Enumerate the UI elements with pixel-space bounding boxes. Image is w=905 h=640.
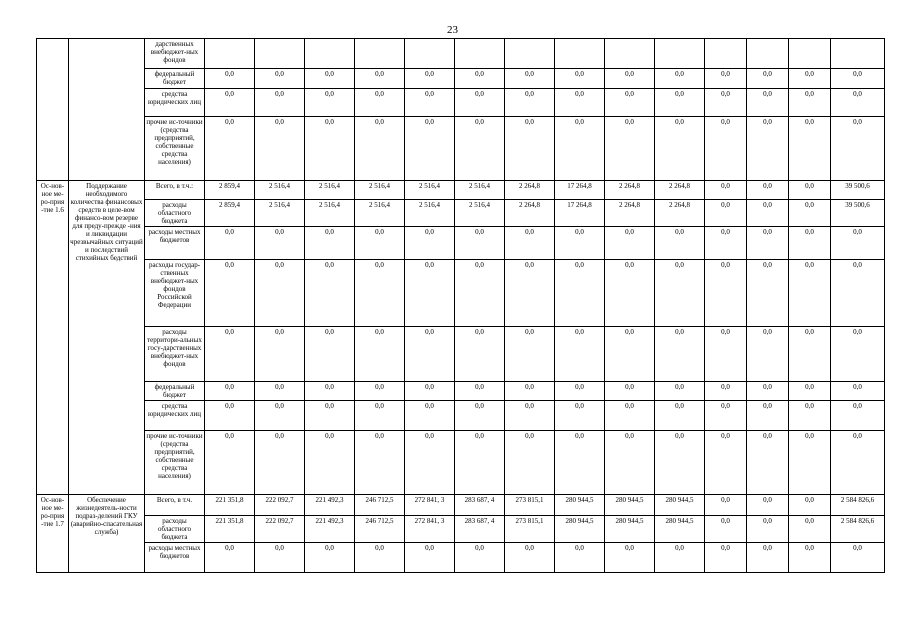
value-cell: 0,0 [205, 401, 255, 431]
value-cell: 0,0 [655, 401, 705, 431]
table-row [37, 431, 885, 495]
value-cell [747, 39, 789, 69]
funding-source-cell: прочие ис-точники (средства предприятий, собственные средства населения) [145, 117, 205, 181]
value-cell: 222 092,7 [255, 495, 305, 516]
value-cell: 0,0 [455, 543, 505, 573]
value-cell: 0,0 [605, 117, 655, 181]
value-cell: 0,0 [789, 543, 831, 573]
value-cell: 0,0 [789, 200, 831, 227]
value-cell: 283 687, 4 [455, 516, 505, 543]
value-cell: 0,0 [789, 181, 831, 200]
value-cell: 0,0 [605, 382, 655, 401]
value-cell: 0,0 [705, 117, 747, 181]
value-cell [455, 39, 505, 69]
value-cell: 0,0 [355, 327, 405, 382]
value-cell: 2 516,4 [305, 181, 355, 200]
value-cell: 0,0 [355, 401, 405, 431]
value-cell: 221 351,8 [205, 495, 255, 516]
value-cell: 283 687, 4 [455, 495, 505, 516]
value-cell: 0,0 [555, 227, 605, 260]
value-cell: 0,0 [455, 327, 505, 382]
funding-source-cell: прочие ис-точники (средства предприятий, собственные средства населения) [145, 431, 205, 495]
value-cell: 0,0 [747, 260, 789, 327]
value-cell: 272 841, 3 [405, 516, 455, 543]
value-cell: 0,0 [205, 260, 255, 327]
value-cell: 0,0 [831, 260, 885, 327]
value-cell: 0,0 [831, 117, 885, 181]
value-cell: 0,0 [355, 227, 405, 260]
value-cell: 2 516,4 [455, 181, 505, 200]
value-cell: 0,0 [355, 543, 405, 573]
table-row [37, 39, 885, 69]
value-cell: 0,0 [305, 69, 355, 89]
value-cell: 0,0 [355, 89, 405, 117]
value-cell: 0,0 [705, 495, 747, 516]
value-cell: 2 584 826,6 [831, 516, 885, 543]
table-row [37, 260, 885, 327]
table-row [37, 200, 885, 227]
value-cell: 0,0 [747, 516, 789, 543]
value-cell: 0,0 [505, 227, 555, 260]
value-cell: 0,0 [705, 401, 747, 431]
value-cell: 2 516,4 [255, 200, 305, 227]
value-cell: 2 859,4 [205, 181, 255, 200]
value-cell [305, 39, 355, 69]
table-row [37, 227, 885, 260]
value-cell: 2 516,4 [455, 200, 505, 227]
value-cell: 0,0 [705, 181, 747, 200]
value-cell: 0,0 [505, 431, 555, 495]
funding-source-cell: расходы государ-ственных внебюджет-ных фондов Российской Федерации [145, 260, 205, 327]
value-cell: 0,0 [405, 260, 455, 327]
value-cell: 2 264,8 [605, 181, 655, 200]
value-cell: 0,0 [747, 117, 789, 181]
value-cell: 0,0 [405, 401, 455, 431]
value-cell: 0,0 [405, 69, 455, 89]
value-cell: 0,0 [255, 260, 305, 327]
value-cell: 0,0 [705, 431, 747, 495]
value-cell: 2 516,4 [355, 200, 405, 227]
value-cell: 280 944,5 [605, 516, 655, 543]
value-cell: 2 859,4 [205, 200, 255, 227]
funding-source-cell: федеральный бюджет [145, 382, 205, 401]
value-cell: 0,0 [205, 89, 255, 117]
funding-source-cell: расходы территори-альных госу-дарственных внебюджет-ных фондов [145, 327, 205, 382]
activity-name-cell: Поддержание необходимого количества финансовых средств в целе-вом финансо-вом резерве для преду-прежде -ния и ликвидации чрезвычайных ситуаций и последствий стихийных бедствий [69, 181, 145, 495]
value-cell: 280 944,5 [555, 495, 605, 516]
funding-source-cell: Всего, в т.ч.: [145, 181, 205, 200]
value-cell [655, 39, 705, 69]
table-row [37, 89, 885, 117]
value-cell [605, 39, 655, 69]
value-cell: 0,0 [789, 431, 831, 495]
value-cell: 0,0 [705, 89, 747, 117]
value-cell: 0,0 [655, 431, 705, 495]
value-cell: 273 815,1 [505, 516, 555, 543]
funding-source-cell: дарственных внебюджет-ных фондов [145, 39, 205, 69]
value-cell: 2 264,8 [505, 200, 555, 227]
value-cell: 0,0 [655, 89, 705, 117]
value-cell: 0,0 [205, 117, 255, 181]
activity-name-cell [69, 39, 145, 181]
value-cell: 0,0 [655, 543, 705, 573]
value-cell: 2 516,4 [405, 200, 455, 227]
value-cell: 0,0 [355, 431, 405, 495]
value-cell: 0,0 [255, 543, 305, 573]
value-cell: 0,0 [705, 327, 747, 382]
value-cell [355, 39, 405, 69]
value-cell: 0,0 [705, 543, 747, 573]
value-cell: 0,0 [705, 200, 747, 227]
value-cell: 0,0 [305, 543, 355, 573]
value-cell: 221 351,8 [205, 516, 255, 543]
value-cell: 0,0 [555, 401, 605, 431]
activity-code-cell: Ос-нов-ное ме-ро-прия -тие 1.7 [37, 495, 69, 573]
value-cell: 0,0 [655, 69, 705, 89]
value-cell: 0,0 [747, 89, 789, 117]
value-cell: 0,0 [305, 260, 355, 327]
value-cell: 0,0 [605, 431, 655, 495]
value-cell: 0,0 [655, 117, 705, 181]
value-cell: 0,0 [205, 69, 255, 89]
value-cell: 272 841, 3 [405, 495, 455, 516]
value-cell: 0,0 [405, 117, 455, 181]
value-cell: 0,0 [789, 117, 831, 181]
value-cell: 0,0 [255, 431, 305, 495]
value-cell: 0,0 [255, 89, 305, 117]
funding-source-cell: средства юридических лиц [145, 89, 205, 117]
value-cell: 0,0 [705, 227, 747, 260]
value-cell: 2 264,8 [505, 181, 555, 200]
value-cell: 0,0 [789, 495, 831, 516]
value-cell: 0,0 [505, 260, 555, 327]
value-cell: 280 944,5 [555, 516, 605, 543]
value-cell: 280 944,5 [605, 495, 655, 516]
value-cell: 0,0 [747, 181, 789, 200]
value-cell: 0,0 [255, 69, 305, 89]
value-cell: 0,0 [355, 69, 405, 89]
value-cell: 0,0 [555, 117, 605, 181]
value-cell: 246 712,5 [355, 516, 405, 543]
value-cell: 0,0 [747, 431, 789, 495]
value-cell: 0,0 [355, 382, 405, 401]
value-cell: 39 500,6 [831, 200, 885, 227]
value-cell: 0,0 [555, 69, 605, 89]
activity-name-cell: Обеспечение жизнедеятель-ности подраз-делений ГКУ (аварийно-спасательная служба) [69, 495, 145, 573]
value-cell: 0,0 [205, 227, 255, 260]
value-cell: 0,0 [305, 382, 355, 401]
value-cell: 0,0 [455, 401, 505, 431]
funding-source-cell: средства юридических лиц [145, 401, 205, 431]
value-cell: 2 264,8 [605, 200, 655, 227]
value-cell: 0,0 [605, 543, 655, 573]
value-cell: 0,0 [255, 327, 305, 382]
value-cell: 0,0 [705, 382, 747, 401]
value-cell: 0,0 [255, 401, 305, 431]
value-cell [255, 39, 305, 69]
value-cell: 0,0 [205, 431, 255, 495]
funding-source-cell: федеральный бюджет [145, 69, 205, 89]
value-cell: 0,0 [505, 89, 555, 117]
value-cell: 273 815,1 [505, 495, 555, 516]
value-cell [831, 39, 885, 69]
value-cell: 0,0 [747, 382, 789, 401]
value-cell: 0,0 [605, 89, 655, 117]
value-cell: 0,0 [831, 89, 885, 117]
value-cell: 0,0 [505, 543, 555, 573]
value-cell: 280 944,5 [655, 516, 705, 543]
value-cell: 0,0 [305, 327, 355, 382]
table-row [37, 181, 885, 200]
value-cell: 0,0 [455, 431, 505, 495]
value-cell [205, 39, 255, 69]
value-cell: 39 500,6 [831, 181, 885, 200]
value-cell: 0,0 [747, 401, 789, 431]
value-cell: 0,0 [705, 516, 747, 543]
value-cell: 0,0 [205, 382, 255, 401]
value-cell: 221 492,3 [305, 495, 355, 516]
value-cell: 0,0 [789, 327, 831, 382]
value-cell: 0,0 [405, 327, 455, 382]
value-cell: 0,0 [455, 69, 505, 89]
value-cell: 0,0 [305, 89, 355, 117]
value-cell: 0,0 [605, 69, 655, 89]
value-cell [555, 39, 605, 69]
value-cell: 0,0 [605, 260, 655, 327]
funding-source-cell: Всего, в т.ч. [145, 495, 205, 516]
funding-source-cell: расходы местных бюджетов [145, 227, 205, 260]
value-cell: 0,0 [455, 89, 505, 117]
value-cell: 0,0 [255, 382, 305, 401]
value-cell: 0,0 [705, 260, 747, 327]
value-cell: 0,0 [455, 227, 505, 260]
value-cell [505, 39, 555, 69]
value-cell: 0,0 [455, 382, 505, 401]
value-cell: 0,0 [555, 327, 605, 382]
value-cell: 0,0 [789, 260, 831, 327]
value-cell: 0,0 [555, 431, 605, 495]
value-cell: 0,0 [555, 382, 605, 401]
value-cell: 0,0 [405, 227, 455, 260]
value-cell: 0,0 [255, 227, 305, 260]
value-cell: 0,0 [505, 69, 555, 89]
value-cell [705, 39, 747, 69]
table-row [37, 117, 885, 181]
value-cell [405, 39, 455, 69]
value-cell: 0,0 [605, 227, 655, 260]
value-cell: 0,0 [747, 227, 789, 260]
table-row [37, 69, 885, 89]
value-cell: 2 264,8 [655, 200, 705, 227]
value-cell: 2 516,4 [255, 181, 305, 200]
value-cell: 0,0 [831, 543, 885, 573]
table-body [37, 39, 885, 573]
value-cell: 0,0 [747, 327, 789, 382]
value-cell: 0,0 [655, 227, 705, 260]
value-cell: 0,0 [789, 516, 831, 543]
value-cell: 0,0 [655, 260, 705, 327]
table-row [37, 382, 885, 401]
table-row [37, 401, 885, 431]
value-cell: 0,0 [555, 260, 605, 327]
value-cell: 0,0 [789, 382, 831, 401]
value-cell: 0,0 [505, 401, 555, 431]
value-cell: 0,0 [255, 117, 305, 181]
funding-source-cell: расходы областного бюджета [145, 200, 205, 227]
value-cell: 0,0 [655, 327, 705, 382]
value-cell: 0,0 [831, 401, 885, 431]
value-cell: 0,0 [789, 227, 831, 260]
value-cell: 0,0 [747, 69, 789, 89]
value-cell: 0,0 [747, 495, 789, 516]
value-cell: 221 492,3 [305, 516, 355, 543]
value-cell: 0,0 [305, 227, 355, 260]
value-cell: 0,0 [305, 431, 355, 495]
value-cell: 0,0 [605, 401, 655, 431]
value-cell: 0,0 [705, 69, 747, 89]
value-cell: 0,0 [555, 543, 605, 573]
value-cell: 0,0 [505, 382, 555, 401]
value-cell: 0,0 [831, 431, 885, 495]
value-cell: 246 712,5 [355, 495, 405, 516]
funding-source-cell: расходы областного бюджета [145, 516, 205, 543]
value-cell: 0,0 [305, 117, 355, 181]
value-cell: 0,0 [789, 401, 831, 431]
value-cell: 0,0 [605, 327, 655, 382]
funding-table [36, 38, 885, 573]
value-cell: 0,0 [505, 117, 555, 181]
value-cell: 0,0 [831, 327, 885, 382]
value-cell: 0,0 [205, 543, 255, 573]
value-cell: 0,0 [405, 431, 455, 495]
page-number: 23 [447, 24, 458, 36]
value-cell: 0,0 [405, 382, 455, 401]
value-cell: 2 584 826,6 [831, 495, 885, 516]
value-cell: 0,0 [747, 543, 789, 573]
funding-source-cell: расходы местных бюджетов [145, 543, 205, 573]
value-cell: 0,0 [789, 89, 831, 117]
value-cell: 280 944,5 [655, 495, 705, 516]
value-cell: 0,0 [455, 117, 505, 181]
value-cell [789, 39, 831, 69]
value-cell: 17 264,8 [555, 200, 605, 227]
value-cell: 0,0 [789, 69, 831, 89]
value-cell: 0,0 [405, 89, 455, 117]
value-cell: 0,0 [747, 200, 789, 227]
value-cell: 0,0 [555, 89, 605, 117]
value-cell: 2 516,4 [355, 181, 405, 200]
table-row [37, 495, 885, 516]
value-cell: 0,0 [505, 327, 555, 382]
value-cell: 2 516,4 [405, 181, 455, 200]
value-cell: 0,0 [831, 69, 885, 89]
value-cell: 0,0 [355, 117, 405, 181]
value-cell: 0,0 [455, 260, 505, 327]
value-cell: 0,0 [305, 401, 355, 431]
value-cell: 17 264,8 [555, 181, 605, 200]
value-cell: 0,0 [205, 327, 255, 382]
table-row [37, 516, 885, 543]
activity-code-cell [37, 39, 69, 181]
value-cell: 0,0 [655, 382, 705, 401]
activity-code-cell: Ос-нов-ное ме-ро-прия -тие 1.6 [37, 181, 69, 495]
table-row [37, 327, 885, 382]
value-cell: 2 516,4 [305, 200, 355, 227]
value-cell: 2 264,8 [655, 181, 705, 200]
value-cell: 0,0 [831, 227, 885, 260]
table-row [37, 543, 885, 573]
value-cell: 0,0 [831, 382, 885, 401]
value-cell: 0,0 [355, 260, 405, 327]
value-cell: 0,0 [405, 543, 455, 573]
value-cell: 222 092,7 [255, 516, 305, 543]
